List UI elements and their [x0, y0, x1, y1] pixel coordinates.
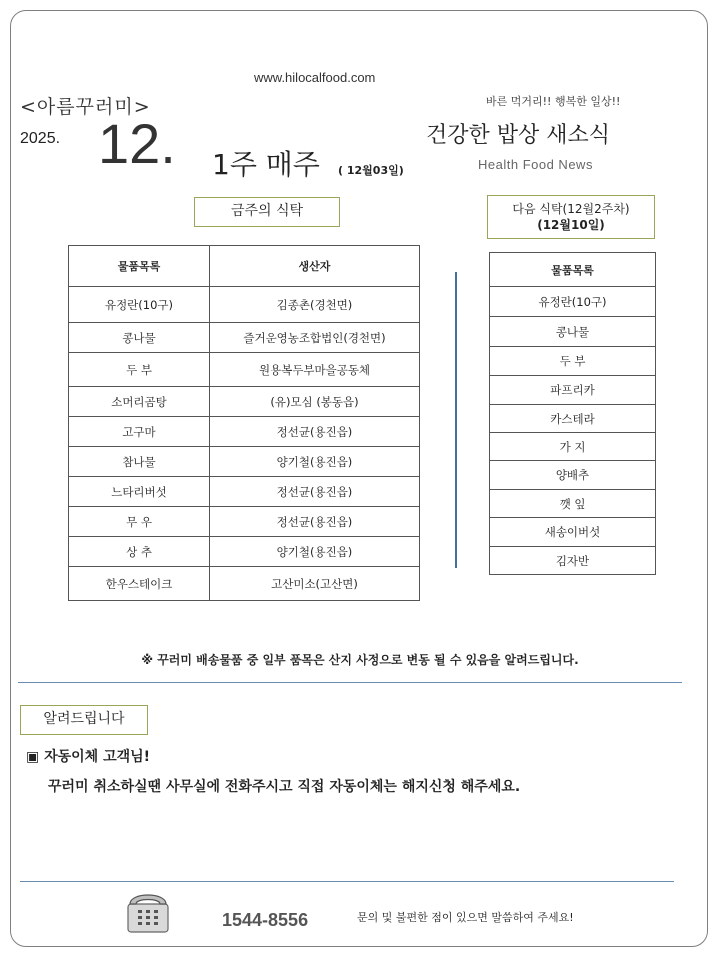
- website-url[interactable]: www.hilocalfood.com: [254, 70, 376, 85]
- item-cell: 고구마: [69, 417, 210, 447]
- table-row: [69, 417, 420, 447]
- list-item: [490, 547, 656, 575]
- this-week-table: [68, 245, 420, 601]
- producer-cell: 양기철(용진읍): [210, 537, 420, 567]
- item-cell: 한우스테이크: [69, 567, 210, 601]
- item-cell: 느타리버섯: [69, 477, 210, 507]
- phone-number[interactable]: 1544-8556: [222, 910, 309, 930]
- next-item-cell: 양배추: [490, 461, 656, 490]
- brand-name: <아름꾸러미>: [20, 96, 151, 118]
- column-divider: [455, 272, 457, 568]
- producer-cell: 원용복두부마을공동체: [210, 353, 420, 387]
- subheadline: Health Food News: [478, 157, 593, 172]
- next-item-cell: 콩나물: [490, 317, 656, 347]
- col-header-items: 물품목록: [69, 246, 210, 287]
- item-cell: 참나물: [69, 447, 210, 477]
- producer-cell: 즐거운영농조합법인(경천면): [210, 323, 420, 353]
- table-row: [69, 477, 420, 507]
- next-item-cell: 새송이버섯: [490, 518, 656, 547]
- month: 12.: [98, 112, 176, 175]
- item-cell: 유정란(10구): [69, 287, 210, 323]
- producer-cell: 김종촌(경천면): [210, 287, 420, 323]
- announcement-title: ▣ 자동이체 고객님!: [26, 749, 151, 765]
- table-row: [69, 447, 420, 477]
- list-item: [490, 433, 656, 461]
- year: 2025.: [20, 130, 61, 147]
- producer-cell: 정선균(용진읍): [210, 477, 420, 507]
- item-cell: 무 우: [69, 507, 210, 537]
- next-item-cell: 유정란(10구): [490, 287, 656, 317]
- announcement-body: 꾸러미 취소하실땐 사무실에 전화주시고 직접 자동이체는 해지신청 해주세요.: [48, 779, 521, 795]
- next-week-table: [489, 252, 656, 575]
- list-item: [490, 518, 656, 547]
- divider-bottom: [20, 881, 674, 882]
- next-week-label: 다음 식탁(12월2주차): [512, 202, 630, 216]
- next-week-label-box: [487, 195, 655, 239]
- week-label: 1주 매주: [212, 148, 320, 181]
- table-row: [69, 537, 420, 567]
- table-row: [69, 387, 420, 417]
- table-row: [69, 323, 420, 353]
- announcement-label: 알려드립니다: [20, 705, 148, 735]
- table-row: [69, 567, 420, 601]
- col-header-next-items: 물품목록: [490, 253, 656, 287]
- table-row: [69, 287, 420, 323]
- table-row: [69, 507, 420, 537]
- producer-cell: 정선균(용진읍): [210, 417, 420, 447]
- list-item: [490, 287, 656, 317]
- list-item: [490, 347, 656, 376]
- this-week-label: 금주의 식탁: [194, 197, 340, 227]
- item-cell: 콩나물: [69, 323, 210, 353]
- producer-cell: 정선균(용진읍): [210, 507, 420, 537]
- next-item-cell: 파프리카: [490, 376, 656, 405]
- divider-top: [18, 682, 682, 683]
- change-notice: ※ 꾸러미 배송물품 중 일부 품목은 산지 사정으로 변동 될 수 있음을 알려드립니다.: [141, 653, 579, 667]
- table-row: [69, 353, 420, 387]
- week-date: ( 12월03일): [338, 164, 404, 177]
- telephone-icon: [124, 886, 172, 936]
- contact-text: 문의 및 불편한 점이 있으면 말씀하여 주세요!: [357, 911, 574, 924]
- next-item-cell: 두 부: [490, 347, 656, 376]
- next-item-cell: 가 지: [490, 433, 656, 461]
- headline: 건강한 밥상 새소식: [426, 123, 611, 148]
- list-item: [490, 461, 656, 490]
- list-item: [490, 376, 656, 405]
- item-cell: 상 추: [69, 537, 210, 567]
- producer-cell: 고산미소(고산면): [210, 567, 420, 601]
- list-item: [490, 405, 656, 433]
- producer-cell: (유)모심 (봉동읍): [210, 387, 420, 417]
- next-item-cell: 김자반: [490, 547, 656, 575]
- next-item-cell: 깻 잎: [490, 490, 656, 518]
- item-cell: 소머리곰탕: [69, 387, 210, 417]
- producer-cell: 양기철(용진읍): [210, 447, 420, 477]
- next-week-date: (12월10일): [537, 218, 605, 232]
- list-item: [490, 490, 656, 518]
- list-item: [490, 317, 656, 347]
- next-item-cell: 카스테라: [490, 405, 656, 433]
- slogan: 바른 먹거리!! 행복한 일상!!: [486, 95, 621, 108]
- col-header-producer: 생산자: [210, 246, 420, 287]
- item-cell: 두 부: [69, 353, 210, 387]
